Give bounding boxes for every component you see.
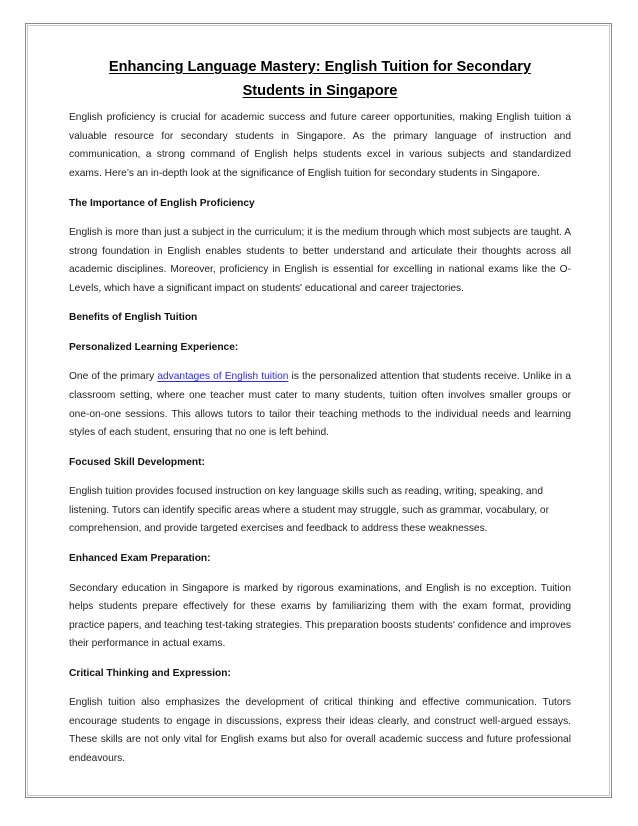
section-body-enhanced-exam-preparation: Secondary education in Singapore is marked by rigorous examinations, and English is no exception. Tuition helps students prepare effectively for these exams by familiarizing them with the exam format, providing practice papers, and teaching test-taking strategies. This preparation boosts students' confidence and improves their performance in actual exams. xyxy=(69,582,571,650)
document-content xyxy=(69,56,571,780)
section-heading-critical-thinking: Critical Thinking and Expression: xyxy=(69,667,231,679)
paragraph-text-after-link: is the personalized attention that students receive. Unlike in a classroom setting, where one teacher must cater to many students, tuition often involves smaller groups or one-on-one sessions. This allows tutors to tailor their teaching methods to the individual needs and learning styles of each student, ensuring that no one is left behind. xyxy=(69,371,571,439)
section-body-personalized-learning xyxy=(69,368,571,442)
paragraph-text-before-link: One of the primary xyxy=(69,371,158,383)
section-heading-benefits: Benefits of English Tuition xyxy=(69,312,198,324)
advantages-of-english-tuition-link[interactable]: advantages of English tuition xyxy=(157,371,289,383)
section-body-critical-thinking: English tuition also emphasizes the development of critical thinking and effective communication. Tutors encourage students to engage in discussions, express their ideas clearly, and construct well-argued essays. These skills are not only vital for English exams but also for overall academic success and future professional endeavours. xyxy=(69,697,571,765)
section-heading-importance: The Importance of English Proficiency xyxy=(69,197,255,209)
intro-paragraph: English proficiency is crucial for academic success and future career opportunities, making English tuition a valuable resource for secondary students in Singapore. As the primary language of instruction and communication, a strong command of English helps students excel in various subjects and standardized exams. Here’s an in-depth look at the significance of English tuition for secondary students in Singapore. xyxy=(69,112,571,179)
page-title-line-1: Enhancing Language Mastery: English Tuition for Secondary xyxy=(108,59,532,75)
page-title-line-2: Students in Singapore xyxy=(242,82,398,99)
section-body-focused-skill-development: English tuition provides focused instruction on key language skills such as reading, writing, speaking, and listening. Tutors can identify specific areas where a student may struggle, such as grammar, vocabulary, or comprehension, and provide targeted exercises and feedback to address these weaknesses. xyxy=(69,486,549,535)
page-title xyxy=(69,56,571,103)
section-heading-enhanced-exam-preparation: Enhanced Exam Preparation: xyxy=(69,552,211,564)
section-heading-personalized-learning: Personalized Learning Experience: xyxy=(69,341,239,353)
section-heading-focused-skill-development: Focused Skill Development: xyxy=(69,456,205,468)
section-body-importance: English is more than just a subject in the curriculum; it is the medium through which most subjects are taught. A strong foundation in English enables students to better understand and articulate their thoughts across all academic disciplines. Moreover, proficiency in English is essential for excelling in national exams like the O-Levels, which have a significant impact on students' educational and career trajectories. xyxy=(69,227,571,294)
document-page xyxy=(25,23,612,798)
